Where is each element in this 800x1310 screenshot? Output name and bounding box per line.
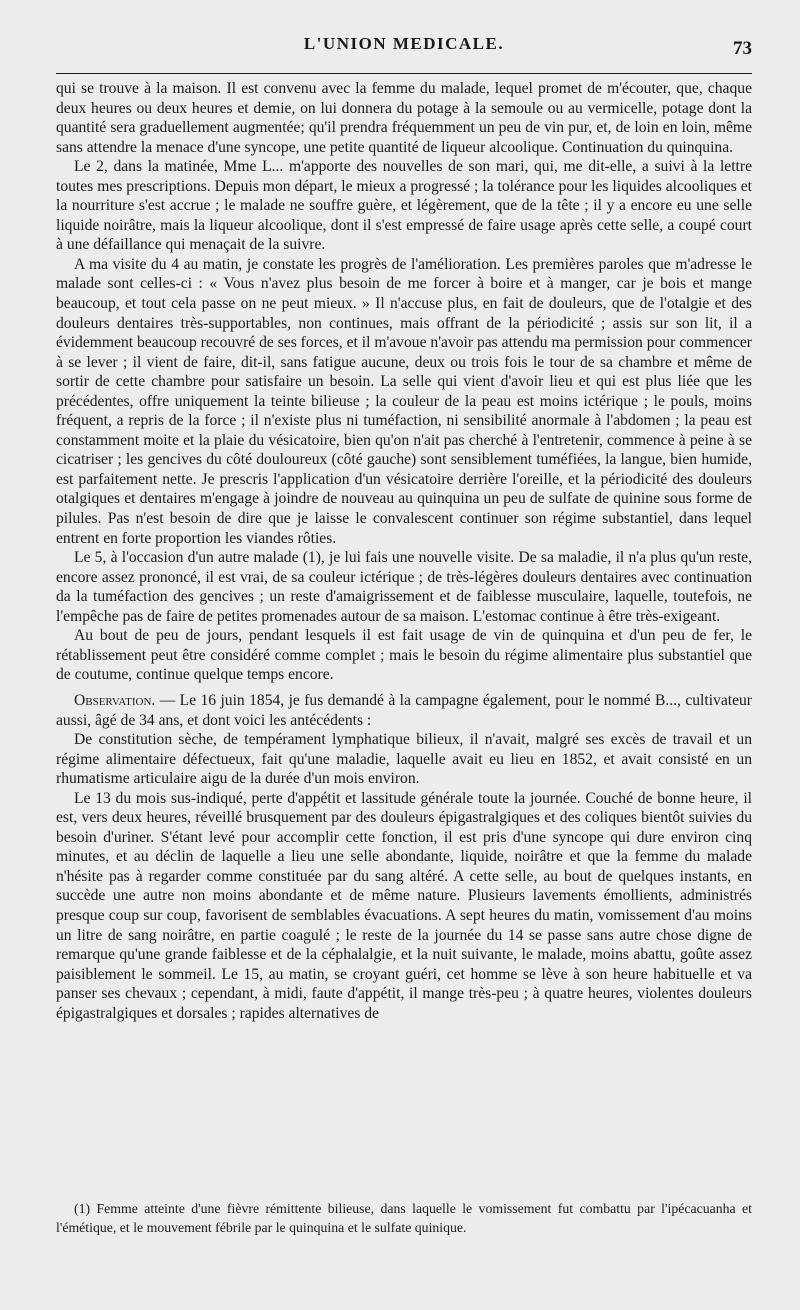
paragraph: Au bout de peu de jours, pendant lesquels il est fait usage de vin de quinquina et d'un peu de fer, le rétablissement peut être considéré comme complet ; mais le besoin du régime alimentaire plus substantiel que de coutume, continue quelque temps encore.	[56, 627, 752, 684]
observation-text: — Le 16 juin 1854, je fus demandé à la campagne également, pour le nommé B..., cultivateur aussi, âgé de 34 ans, et dont voici les antécédents :	[56, 691, 752, 729]
footnote-text: (1) Femme atteinte d'une fièvre rémittente bilieuse, dans laquelle le vomissement fut combattu par l'ipécacuanha et l'émétique, et le mouvement fébrile par le quinquina et le sulfate quinique.	[56, 1201, 752, 1235]
page-header	[56, 34, 752, 74]
paragraph: A ma visite du 4 au matin, je constate les progrès de l'amélioration. Les premières paroles que m'adresse le malade sont celles-ci : « Vous n'avez plus besoin de me forcer à boire et à manger, car je bois et mange beaucoup, et tout cela passe on ne peut mieux. » Il n'accuse plus, en fait de douleurs, que de l'otalgie et des douleurs dentaires très-supportables, non continues, mais offrant de la périodicité ; assis sur son lit, il a évidemment beaucoup recouvré de ses forces, et il m'avoue n'avoir pas attendu ma permission pour commencer à se lever ; il vient de faire, dit-il, sans fatigue aucune, deux ou trois fois le tour de sa chambre et même de sortir de cette chambre pour satisfaire un besoin. La selle qui vient d'avoir lieu et qui est plus liée que les précédentes, offre uniquement la teinte bilieuse ; la couleur de la peau est moins ictérique ; le pouls, moins fréquent, a repris de la force ; il n'existe plus ni tuméfaction, ni sensibilité anormale à l'abdomen ; la peau est constamment moite et la plaie du vésicatoire, bien qu'on n'ait pas cherché à l'entretenir, commence à peine à se cicatriser ; les gencives du côté douloureux (côté gauche) sont sensiblement tuméfiées, la langue, bien humide, est parfaitement nette. Je prescris l'application d'un vésicatoire derrière l'oreille, et la périodicité des douleurs otalgiques et dentaires m'engage à joindre de nouveau au quinquina un peu de sulfate de quinine sous forme de pilules. Pas n'est besoin de dire que je laisse le convalescent continuer son régime substantiel, dans lequel entrent en forte proportion les viandes rôties.	[56, 255, 752, 547]
body-text	[56, 79, 752, 1023]
paragraph: Le 13 du mois sus-indiqué, perte d'appétit et lassitude générale toute la journée. Couché de bonne heure, il est, vers deux heures, réveillé brusquement par des douleurs épigastralgiques et des coliques bientôt suivies du besoin d'uriner. S'étant levé pour accomplir cette fonction, il est pris d'une syncope qui dure environ cinq minutes, et au déclin de laquelle a lieu une selle abondante, liquide, noirâtre et que la femme du malade n'hésite pas à regarder comme constituée par du sang altéré. A cette selle, au bout de quelques instants, en succède une autre non moins abondante et de même nature. Plusieurs lavements émollients, administrés presque coup sur coup, favorisent de semblables évacuations. A sept heures du matin, vomissement d'au moins un litre de sang noirâtre, en partie coagulé ; le reste de la journée du 14 se passe sans autre chose digne de remarque qu'une grande faiblesse et de la céphalalgie, et la nuit suivante, le malade, moins abattu, goûte assez paisiblement le sommeil. Le 15, au matin, se croyant guéri, cet homme se lève à son heure habituelle et va panser ses chevaux ; cependant, à midi, faute d'appétit, il mange très-peu ; à quatre heures, violentes douleurs épigastralgiques et dorsales ; rapides alternatives de	[56, 789, 752, 1022]
observation-label: Observation.	[74, 691, 156, 709]
page-number: 73	[733, 38, 752, 59]
observation-paragraph	[56, 691, 752, 730]
paragraph: De constitution sèche, de tempérament lymphatique bilieux, il n'avait, malgré ses excès de travail et un régime alimentaire défectueux, fait qu'une maladie, laquelle avait eu lieu en 1852, et avait consisté en un rhumatisme articulaire aigu de la durée d'un mois environ.	[56, 731, 752, 788]
running-title: L'UNION MEDICALE.	[303, 34, 505, 53]
paragraph: Le 5, à l'occasion d'un autre malade (1), je lui fais une nouvelle visite. De sa maladie, il n'a plus qu'un reste, encore assez prononcé, il est vrai, de sa couleur ictérique ; de très-légères douleurs dentaires avec continuation da la tuméfaction des gencives ; un reste d'amaigrissement et de faiblesse musculaire, laquelle, toutefois, ne l'empêche pas de faire de petites promenades autour de sa maison. L'estomac continue à être très-exigeant.	[56, 549, 752, 625]
paragraph: qui se trouve à la maison. Il est convenu avec la femme du malade, lequel promet de m'écouter, que, chaque deux heures ou deux heures et demie, on lui donnera du potage à la semoule ou au vermicelle, potage dont la quantité sera graduellement augmentée; qu'il prendra fréquemment un peu de vin pur, et, de loin en loin, même sans attendre la menace d'une syncope, une petite quantité de liqueur alcoolique. Continuation du quinquina.	[56, 80, 752, 156]
paragraph: Le 2, dans la matinée, Mme L... m'apporte des nouvelles de son mari, qui, me dit-elle, a suivi à la lettre toutes mes prescriptions. Depuis mon départ, le mieux a progressé ; la tolérance pour les liquides alcooliques et la nourriture s'est accrue ; le malade ne souffre guère, et légèrement, que de la tête ; il y a encore eu une selle liquide noirâtre, mais la liqueur alcoolique, dont il s'est empressé de faire usage après cette selle, a coupé court à une défaillance qui menaçait de la suivre.	[56, 158, 752, 254]
footnote	[56, 1199, 752, 1237]
header-rule	[56, 73, 752, 74]
